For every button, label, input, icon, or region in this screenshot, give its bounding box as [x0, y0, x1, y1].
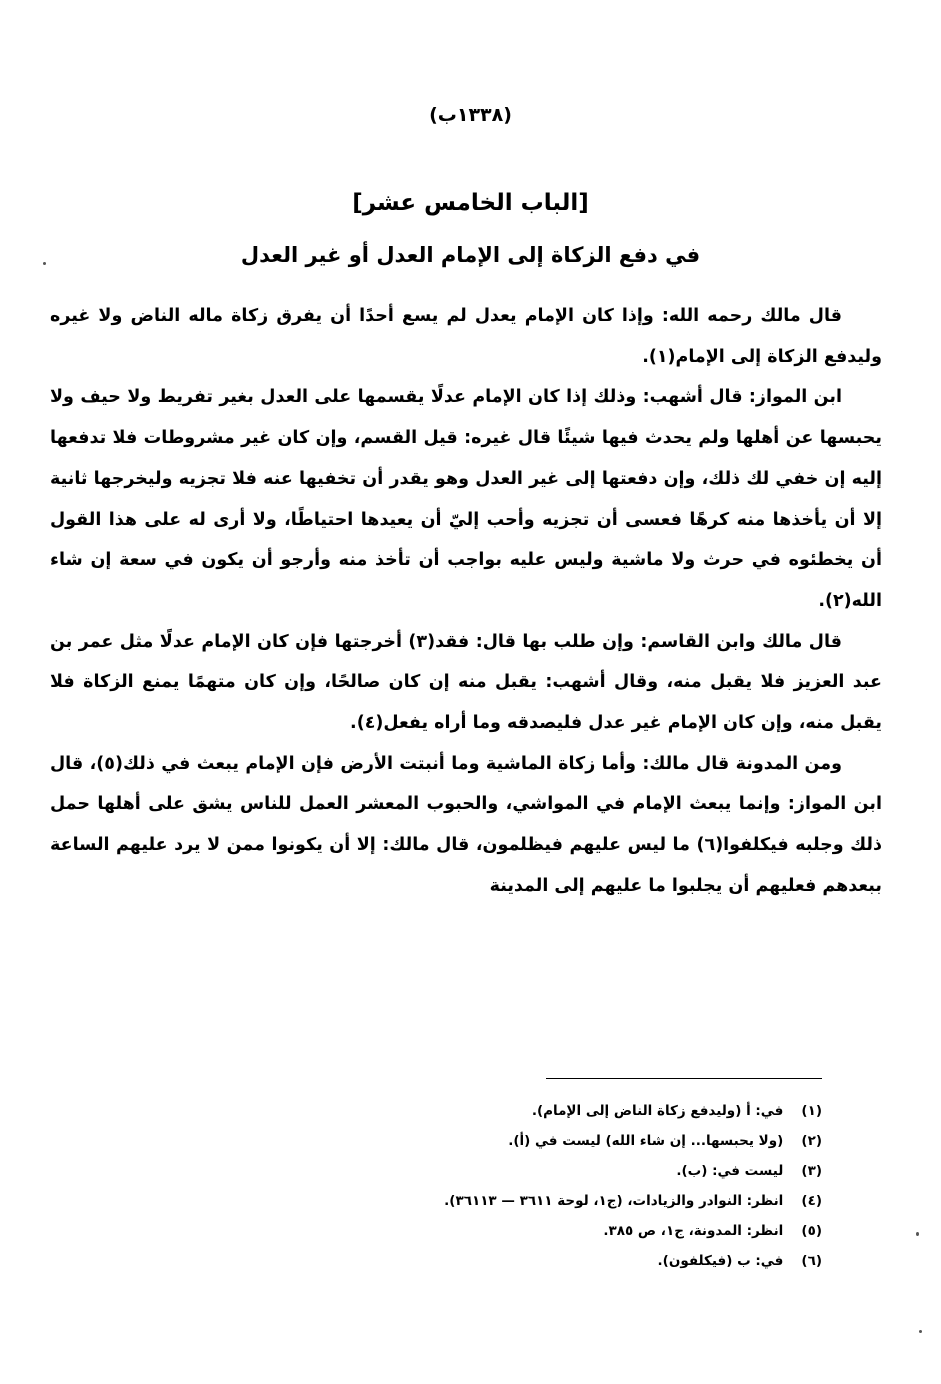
footnote-item: [100, 1156, 822, 1186]
paragraph: قال مالك وابن القاسم: وإن طلب بها قال: فقد(٣) أخرجتها فإن كان الإمام عدلًا مثل عمر بن عبد العزيز فلا يقبل منه، وقال أشهب: يقبل منه إن كان صالحًا، وإن كان متهمًا يمنع الزكاة فلا يقبل منه، وإن كان الإمام غير عدل فليصدقه وما أراه يفعل(٤).: [50, 631, 882, 734]
scan-speck: [919, 1330, 922, 1333]
footnote-text: انظر: النوادر والزيادات، (ج١، لوحة ٣٦١١ — ٣٦١١٣).: [444, 1193, 784, 1209]
chapter-title: [الباب الخامس عشر]: [352, 190, 589, 216]
footnote-text: في: ب (فيكلفون).: [657, 1253, 784, 1269]
paragraph: ومن المدونة قال مالك: وأما زكاة الماشية وما أنبتت الأرض فإن الإمام يبعث في ذلك(٥)، قال ابن المواز: وإنما يبعث الإمام في المواشي، والحبوب المعشر العمل للناس يشق على أهلها حمل ذلك وجلبه فيكلفوا(٦) ما ليس عليهم فيظلمون، قال مالك: إلا أن يكونوا ممن لا يرد عليهم الساعة ببعدهم فعليهم أن يجلبوا ما عليهم إلى المدينة: [50, 753, 882, 896]
footnote-item: [100, 1216, 822, 1246]
footnote-text: انظر: المدونة، ج١، ص ٣٨٥.: [603, 1223, 784, 1239]
footnote-item: [100, 1096, 822, 1126]
body-text: [50, 296, 882, 907]
footnote-number: (١): [801, 1103, 822, 1119]
footnote-item: [100, 1126, 822, 1156]
scan-speck: [916, 1232, 919, 1236]
footnote-number: (٣): [801, 1163, 822, 1179]
footnote-text: ليست في: (ب).: [676, 1163, 784, 1179]
footnotes: [100, 1096, 822, 1276]
paragraph: ابن المواز: قال أشهب: وذلك إذا كان الإمام عدلًا يقسمها على العدل بغير تفريط ولا حيف ولا يحبسها عن أهلها ولم يحدث فيها شيئًا قال غيره: قيل القسم، وإن كان غير مشروطات فلا تدفعها إليه إن خفي لك ذلك، وإن دفعتها إلى غير العدل وهو يقدر أن تخفيها عنه فلا تجزيه وليخرجها ثانية إلا أن يأخذها منه كرهًا فعسى أن تجزيه وأحب إليّ أن يعيدها احتياطًا، ولا أرى له على هذا القول أن يخطئوه في حرث ولا ماشية وليس عليه بواجب أن تأخذ منه وأرجو أن يكون في سعة إن شاء الله(٢).: [50, 387, 882, 611]
footnote-number: (٦): [801, 1253, 822, 1269]
chapter-subtitle: في دفع الزكاة إلى الإمام العدل أو غير العدل: [240, 243, 701, 267]
footnote-text: (ولا يحبسها... إن شاء الله) ليست في (أ).: [508, 1133, 784, 1149]
footnote-number: (٥): [801, 1223, 822, 1239]
page-number: (١٣٣٨ب): [429, 104, 512, 126]
scan-speck: [43, 262, 46, 265]
footnote-item: [100, 1246, 822, 1276]
footnote-separator: [546, 1078, 822, 1079]
footnote-text: في: أ (وليدفع زكاة الناض إلى الإمام).: [531, 1103, 784, 1119]
footnote-number: (٢): [801, 1133, 822, 1149]
paragraph: قال مالك رحمه الله: وإذا كان الإمام يعدل لم يسع أحدًا أن يفرق زكاة ماله الناض ولا غيره وليدفع الزكاة إلى الإمام(١).: [50, 306, 882, 367]
footnote-number: (٤): [801, 1193, 822, 1209]
footnote-item: [100, 1186, 822, 1216]
